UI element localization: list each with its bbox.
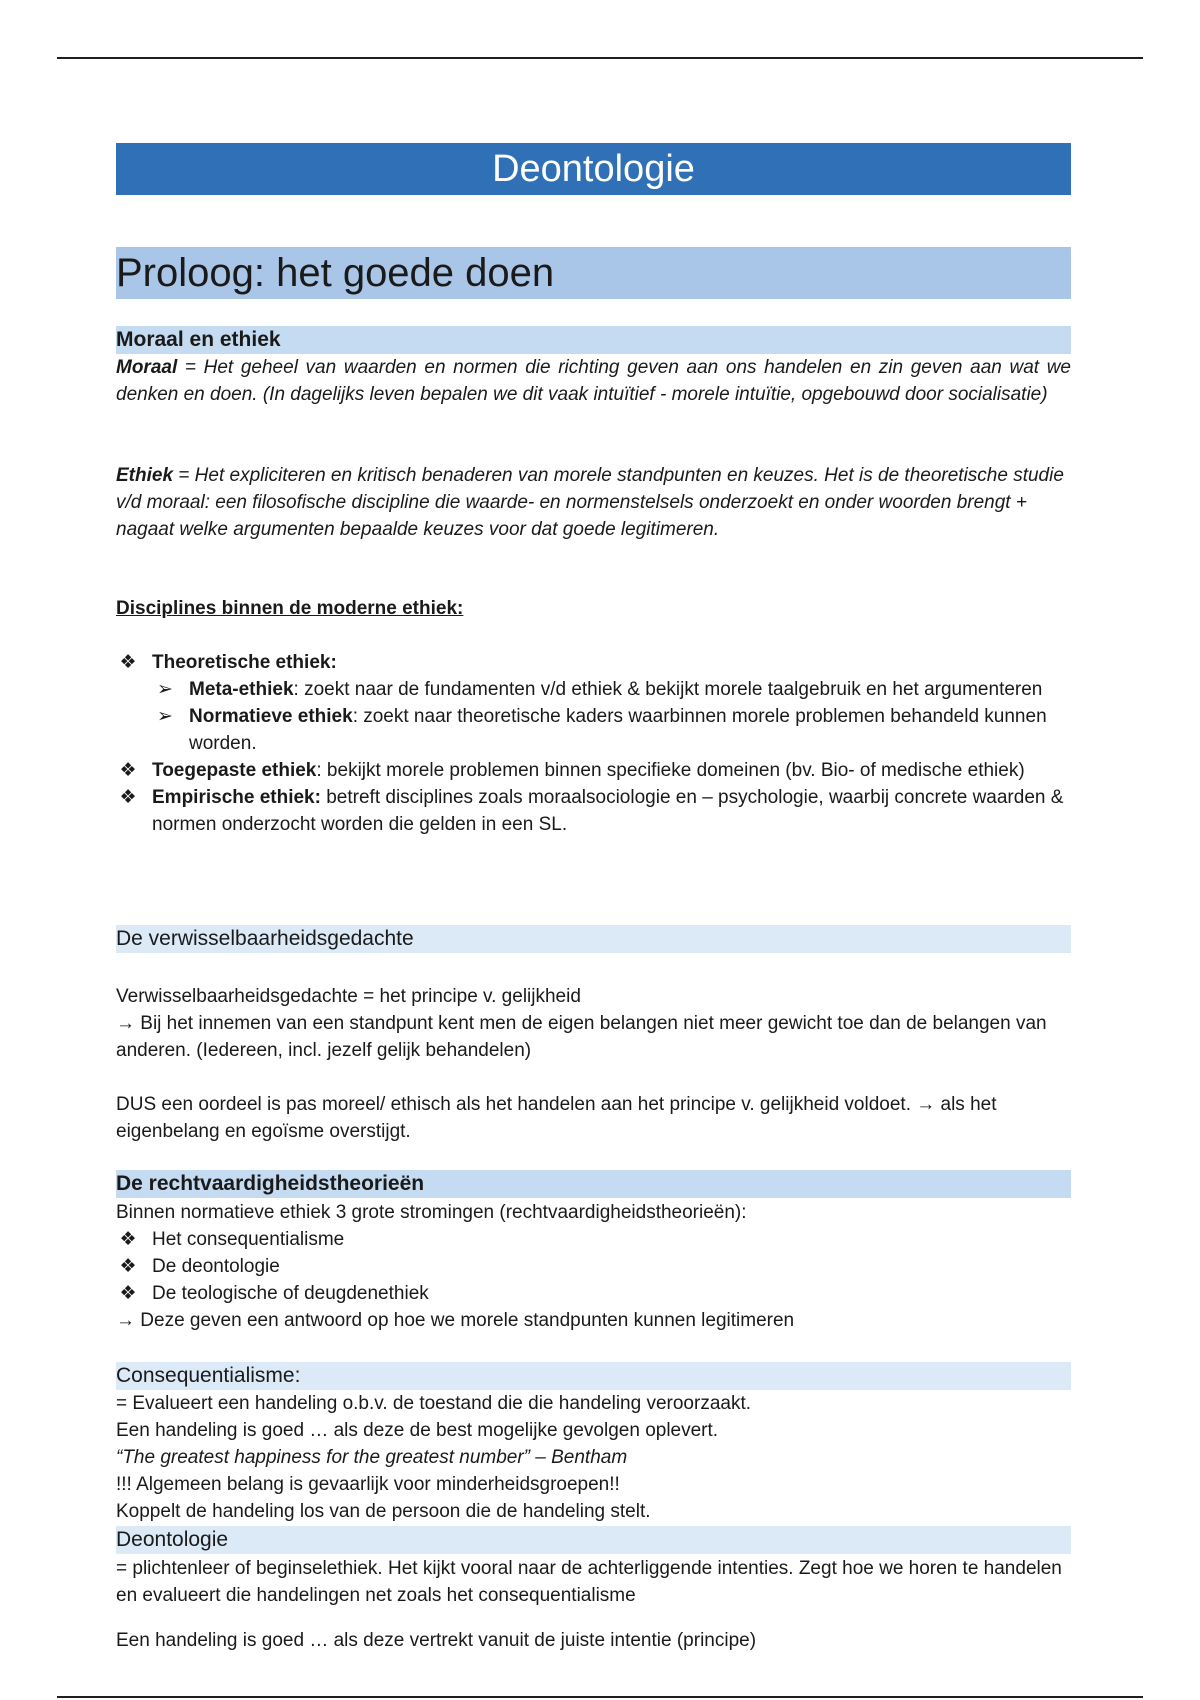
recht-intro: Binnen normatieve ethiek 3 grote stromingen (rechtvaardigheidstheorieën):: [116, 1202, 747, 1223]
recht-body: [116, 1199, 1071, 1334]
section-heading-recht: De rechtvaardigheidstheorieën: [116, 1170, 1071, 1198]
top-rule: [57, 57, 1143, 59]
diamond-bullet-icon: ❖: [119, 652, 137, 673]
moraal-term: Moraal: [116, 357, 178, 378]
verwissel-body: [116, 983, 1071, 1145]
diamond-bullet-icon: ❖: [119, 787, 137, 808]
document-title: Deontologie: [116, 143, 1071, 195]
diamond-bullet-icon: ❖: [119, 760, 137, 781]
moraal-definition: [116, 354, 1071, 408]
section-heading-verwissel: De verwisselbaarheidsgedachte: [116, 925, 1071, 953]
consequentialisme-body: [116, 1390, 1071, 1525]
ethiek-definition: [116, 462, 1071, 543]
section-heading-moraal: Moraal en ethiek: [116, 326, 1071, 354]
chapter-heading: Proloog: het goede doen: [116, 247, 1071, 299]
ethiek-def: = Het expliciteren en kritisch benaderen van morele standpunten en keuzes. Het is de theoretische studie v/d moraal: een filosofische discipline die waarde- en normenstelsels onderzoekt en onder woorden brengt + nagaat welke argumenten bepaalde keuzes voor dat goede legitimeren.: [116, 465, 1064, 540]
deontologie-body: [116, 1555, 1071, 1654]
arrow-bullet-icon: ➢: [157, 679, 173, 700]
diamond-bullet-icon: ❖: [119, 1229, 137, 1250]
list-item-meta: ➢ Meta-ethiek: zoekt naar de fundamenten v/d ethiek & bekijkt morele taalgebruik en het argumenteren: [116, 676, 1071, 703]
section-heading-deontologie: Deontologie: [116, 1526, 1071, 1554]
verwissel-line-2: → Bij het innemen van een standpunt kent men de eigen belangen niet meer gewicht toe dan de belangen van anderen. (Iedereen, incl. jezelf gelijk behandelen): [116, 1013, 1047, 1061]
list-item: ❖ De deontologie: [116, 1253, 1071, 1280]
recht-outro: → Deze geven een antwoord op hoe we morele standpunten kunnen legitimeren: [116, 1310, 795, 1331]
list-item-empirisch: ❖ Empirische ethiek: betreft disciplines zoals moraalsociologie en – psychologie, waarbij concrete waarden & normen onderzocht worden die gelden in een SL.: [116, 784, 1071, 838]
conseq-quote: “The greatest happiness for the greatest number” – Bentham: [116, 1447, 628, 1468]
list-item: ❖ De teologische of deugdenethiek: [116, 1280, 1071, 1307]
moraal-def: = Het geheel van waarden en normen die richting geven aan ons handelen en zin geven aan wat we denken en doen. (In dagelijks leven bepalen we dit vaak intuïtief - morele intuïtie, opgebouwd door socialisatie): [116, 357, 1071, 405]
conseq-line-5: Koppelt de handeling los van de persoon die de handeling stelt.: [116, 1501, 651, 1522]
conseq-line-2: Een handeling is goed … als deze de best mogelijke gevolgen oplevert.: [116, 1420, 719, 1441]
list-item-theoretisch: ❖ Theoretische ethiek:: [116, 649, 1071, 676]
diamond-bullet-icon: ❖: [119, 1256, 137, 1277]
list-item-normatief: ➢ Normatieve ethiek: zoekt naar theoretische kaders waarbinnen morele problemen behandeld kunnen worden.: [116, 703, 1071, 757]
ethiek-term: Ethiek: [116, 465, 174, 486]
disciplines-list: [116, 649, 1071, 838]
arrow-bullet-icon: ➢: [157, 706, 173, 727]
conseq-line-1: = Evalueert een handeling o.b.v. de toestand die die handeling veroorzaakt.: [116, 1393, 752, 1414]
verwissel-line-1: Verwisselbaarheidsgedachte = het principe v. gelijkheid: [116, 986, 581, 1007]
list-item: ❖ Het consequentialisme: [116, 1226, 1071, 1253]
verwissel-line-3: DUS een oordeel is pas moreel/ ethisch als het handelen aan het principe v. gelijkheid voldoet. → als het eigenbelang en egoïsme overstijgt.: [116, 1094, 997, 1142]
section-heading-consequentialisme: Consequentialisme:: [116, 1362, 1071, 1390]
deonto-line-1: = plichtenleer of beginselethiek. Het kijkt vooral naar de achterliggende intenties. Zegt hoe we horen te handelen en evalueert die handelingen net zoals het consequentialisme: [116, 1558, 1062, 1606]
deonto-line-2: Een handeling is goed … als deze vertrekt vanuit de juiste intentie (principe): [116, 1630, 757, 1651]
disciplines-heading: Disciplines binnen de moderne ethiek:: [116, 598, 464, 619]
bottom-rule: [57, 1696, 1143, 1698]
diamond-bullet-icon: ❖: [119, 1283, 137, 1304]
list-item-toegepast: ❖ Toegepaste ethiek: bekijkt morele problemen binnen specifieke domeinen (bv. Bio- of medische ethiek): [116, 757, 1071, 784]
conseq-line-4: !!! Algemeen belang is gevaarlijk voor minderheidsgroepen!!: [116, 1474, 620, 1495]
